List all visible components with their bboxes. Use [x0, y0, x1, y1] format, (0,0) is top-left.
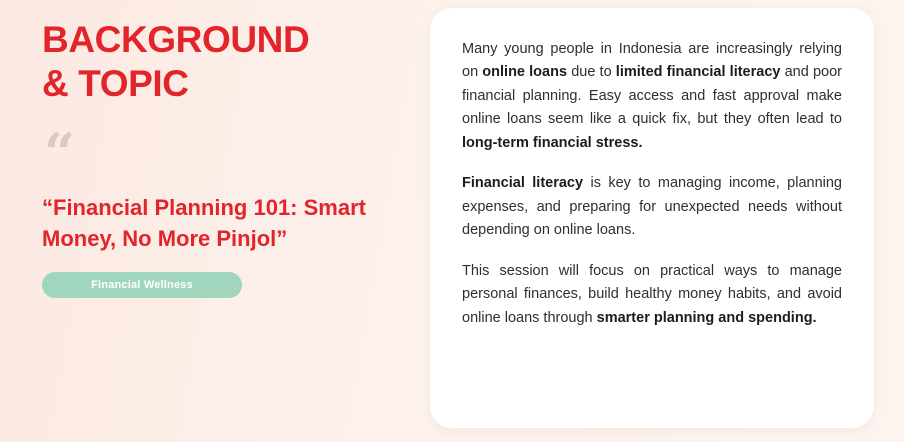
slide-left-column — [0, 0, 430, 442]
quote-text: “Financial Planning 101: Smart Money, No More Pinjol” — [42, 195, 366, 251]
paragraph: Financial literacy is key to managing income, planning expenses, and preparing for unexpected needs without depending on online loans. — [462, 175, 842, 239]
status-badge: Financial Wellness — [42, 272, 242, 298]
page-title-line-2: & TOPIC — [42, 62, 189, 104]
page-title — [42, 18, 430, 105]
paragraph: This session will focus on practical ways to manage personal finances, build healthy money habits, and avoid online loans through smarter planning and spending. — [462, 262, 842, 326]
content-card — [430, 8, 874, 428]
paragraph: Many young people in Indonesia are increasingly relying on online loans due to limited financial literacy and poor financial planning. Easy access and fast approval make online loans seem like a quick fix, but they often lead to long-term financial stress. — [462, 41, 842, 151]
quote-mark-icon: “ — [44, 121, 76, 186]
page-title-line-1: BACKGROUND — [42, 19, 310, 60]
slide-right-column — [430, 0, 904, 442]
